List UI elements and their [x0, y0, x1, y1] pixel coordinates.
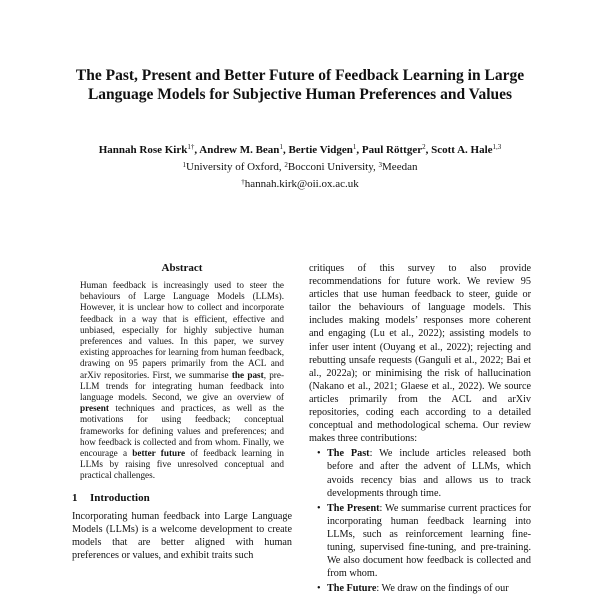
affiliation: Meedan	[382, 161, 418, 173]
list-item	[317, 447, 531, 499]
section-heading-introduction	[72, 492, 292, 504]
author-affiliation-mark: 1,3	[492, 143, 502, 151]
email-address: hannah.kirk@oii.ox.ac.uk	[244, 178, 359, 190]
affiliation: Bocconi University,	[287, 161, 376, 173]
bullet-icon: •	[317, 448, 321, 460]
abstract-segment: techniques and practices, as well as the motivations for using feedback; conceptual frameworks for defining values and preferences; and how feedback is collected and from whom. Finally, we encourage a	[80, 403, 284, 459]
contribution-text: : We summarise current practices for incorporating human feedback learning into LLMs, such as reinforcement learning fine-tuning, supervised fine-tuning, and pre-training. We also document how feedback is collected and from whom.	[327, 502, 532, 580]
contact-email	[40, 175, 560, 192]
paper-title	[60, 66, 540, 104]
bullet-icon: •	[317, 502, 321, 514]
affiliation-mark: 1	[182, 161, 187, 169]
section-title: Introduction	[90, 491, 150, 504]
author-affiliation-mark: 1†	[187, 143, 195, 151]
contribution-title: The Present	[327, 502, 380, 514]
list-item	[317, 582, 531, 595]
author-name: Bertie Vidgen	[288, 144, 353, 156]
contribution-text: : We draw on the findings of our	[376, 583, 509, 595]
author-name: Andrew M. Bean	[199, 144, 280, 156]
abstract-segment: , pre-LLM trends for integrating human feedback into language models. Second, we give an overview of	[80, 369, 284, 403]
author-name: Hannah Rose Kirk	[98, 144, 188, 156]
body-paragraph: critiques of this survey to also provide recommendations for future work. We review 95 articles that use human feedback to steer, guide or tailor the behaviours of language models. This includes making models’ responses more coherent and engaging (Lu et al., 2022); assisting models to infer user intent (Ouyang et al., 2022); rejecting and rebutting unsafe requests (Ganguli et al., 2022; Bai et al., 2022a); or minimising the risk of hallucination (Nakano et al., 2021; Glaese et al., 2022). We source articles primarily from the ACL and arXiv repositories, coding each according to a detailed conceptual and methodological schema. Our review makes three contributions:	[309, 263, 531, 445]
section-number: 1	[72, 491, 78, 504]
author-list: Hannah Rose Kirk$^{1\dagger}$, Andrew M. Bean$^1$, Bertie Vidgen$^1$, Paul Röttger$^2$, Scott A. Hale$^{1,3}$	[98, 143, 502, 156]
author-affiliation-mark: 2	[422, 143, 426, 151]
author-name: Scott A. Hale	[431, 144, 493, 156]
affiliation: University of Oxford,	[186, 161, 282, 173]
abstract-emphasis: present	[80, 403, 109, 414]
author-block	[40, 140, 560, 192]
email-mark: †	[241, 178, 245, 186]
title-line-2: Language Models for Subjective Human Preferences and Values	[87, 86, 513, 103]
abstract-emphasis: better future	[132, 448, 186, 459]
author-name: Paul Röttger	[361, 144, 423, 156]
title-line-1: The Past, Present and Better Future of Feedback Learning in Large	[75, 67, 525, 84]
right-column	[309, 262, 531, 597]
author-affiliation-mark: 1	[352, 143, 357, 151]
bullet-icon: •	[317, 583, 321, 595]
contribution-title: The Future	[327, 583, 377, 595]
contribution-text: : We include articles released both before and after the advent of LLMs, which avoids recency bias and allows us to track developments through time.	[327, 448, 531, 499]
abstract-segment: of feedback learning in LLMs by raising five unresolved conceptual and practical challenges.	[80, 448, 285, 481]
list-item	[317, 502, 531, 581]
affiliation-mark: 3	[378, 161, 383, 169]
introduction-paragraph: Incorporating human feedback into Large Language Models (LLMs) is a welcome development to create models that are better aligned with human preferences or values, and exhibit traits such	[72, 510, 292, 561]
left-column	[72, 262, 292, 562]
abstract-emphasis: the past	[231, 369, 264, 380]
abstract-heading: Abstract	[161, 262, 203, 274]
affiliation-mark: 2	[284, 161, 288, 169]
contribution-title: The Past	[327, 448, 370, 460]
affiliation-list	[40, 158, 560, 175]
abstract-text	[80, 280, 284, 482]
contribution-list	[309, 447, 531, 595]
abstract-segment: Human feedback is increasingly used to steer the behaviours of Large Language Models (LLMs). However, it is unclear how to collect and incorporate feedback in a way that is efficient, effective and unbiased, especially for highly subjective human preferences and values. In this paper, we survey existing approaches for learning from human feedback, drawing on 95 papers primarily from the ACL and arXiv repositories. First, we summarise	[80, 280, 284, 380]
author-affiliation-mark: 1	[279, 143, 283, 151]
